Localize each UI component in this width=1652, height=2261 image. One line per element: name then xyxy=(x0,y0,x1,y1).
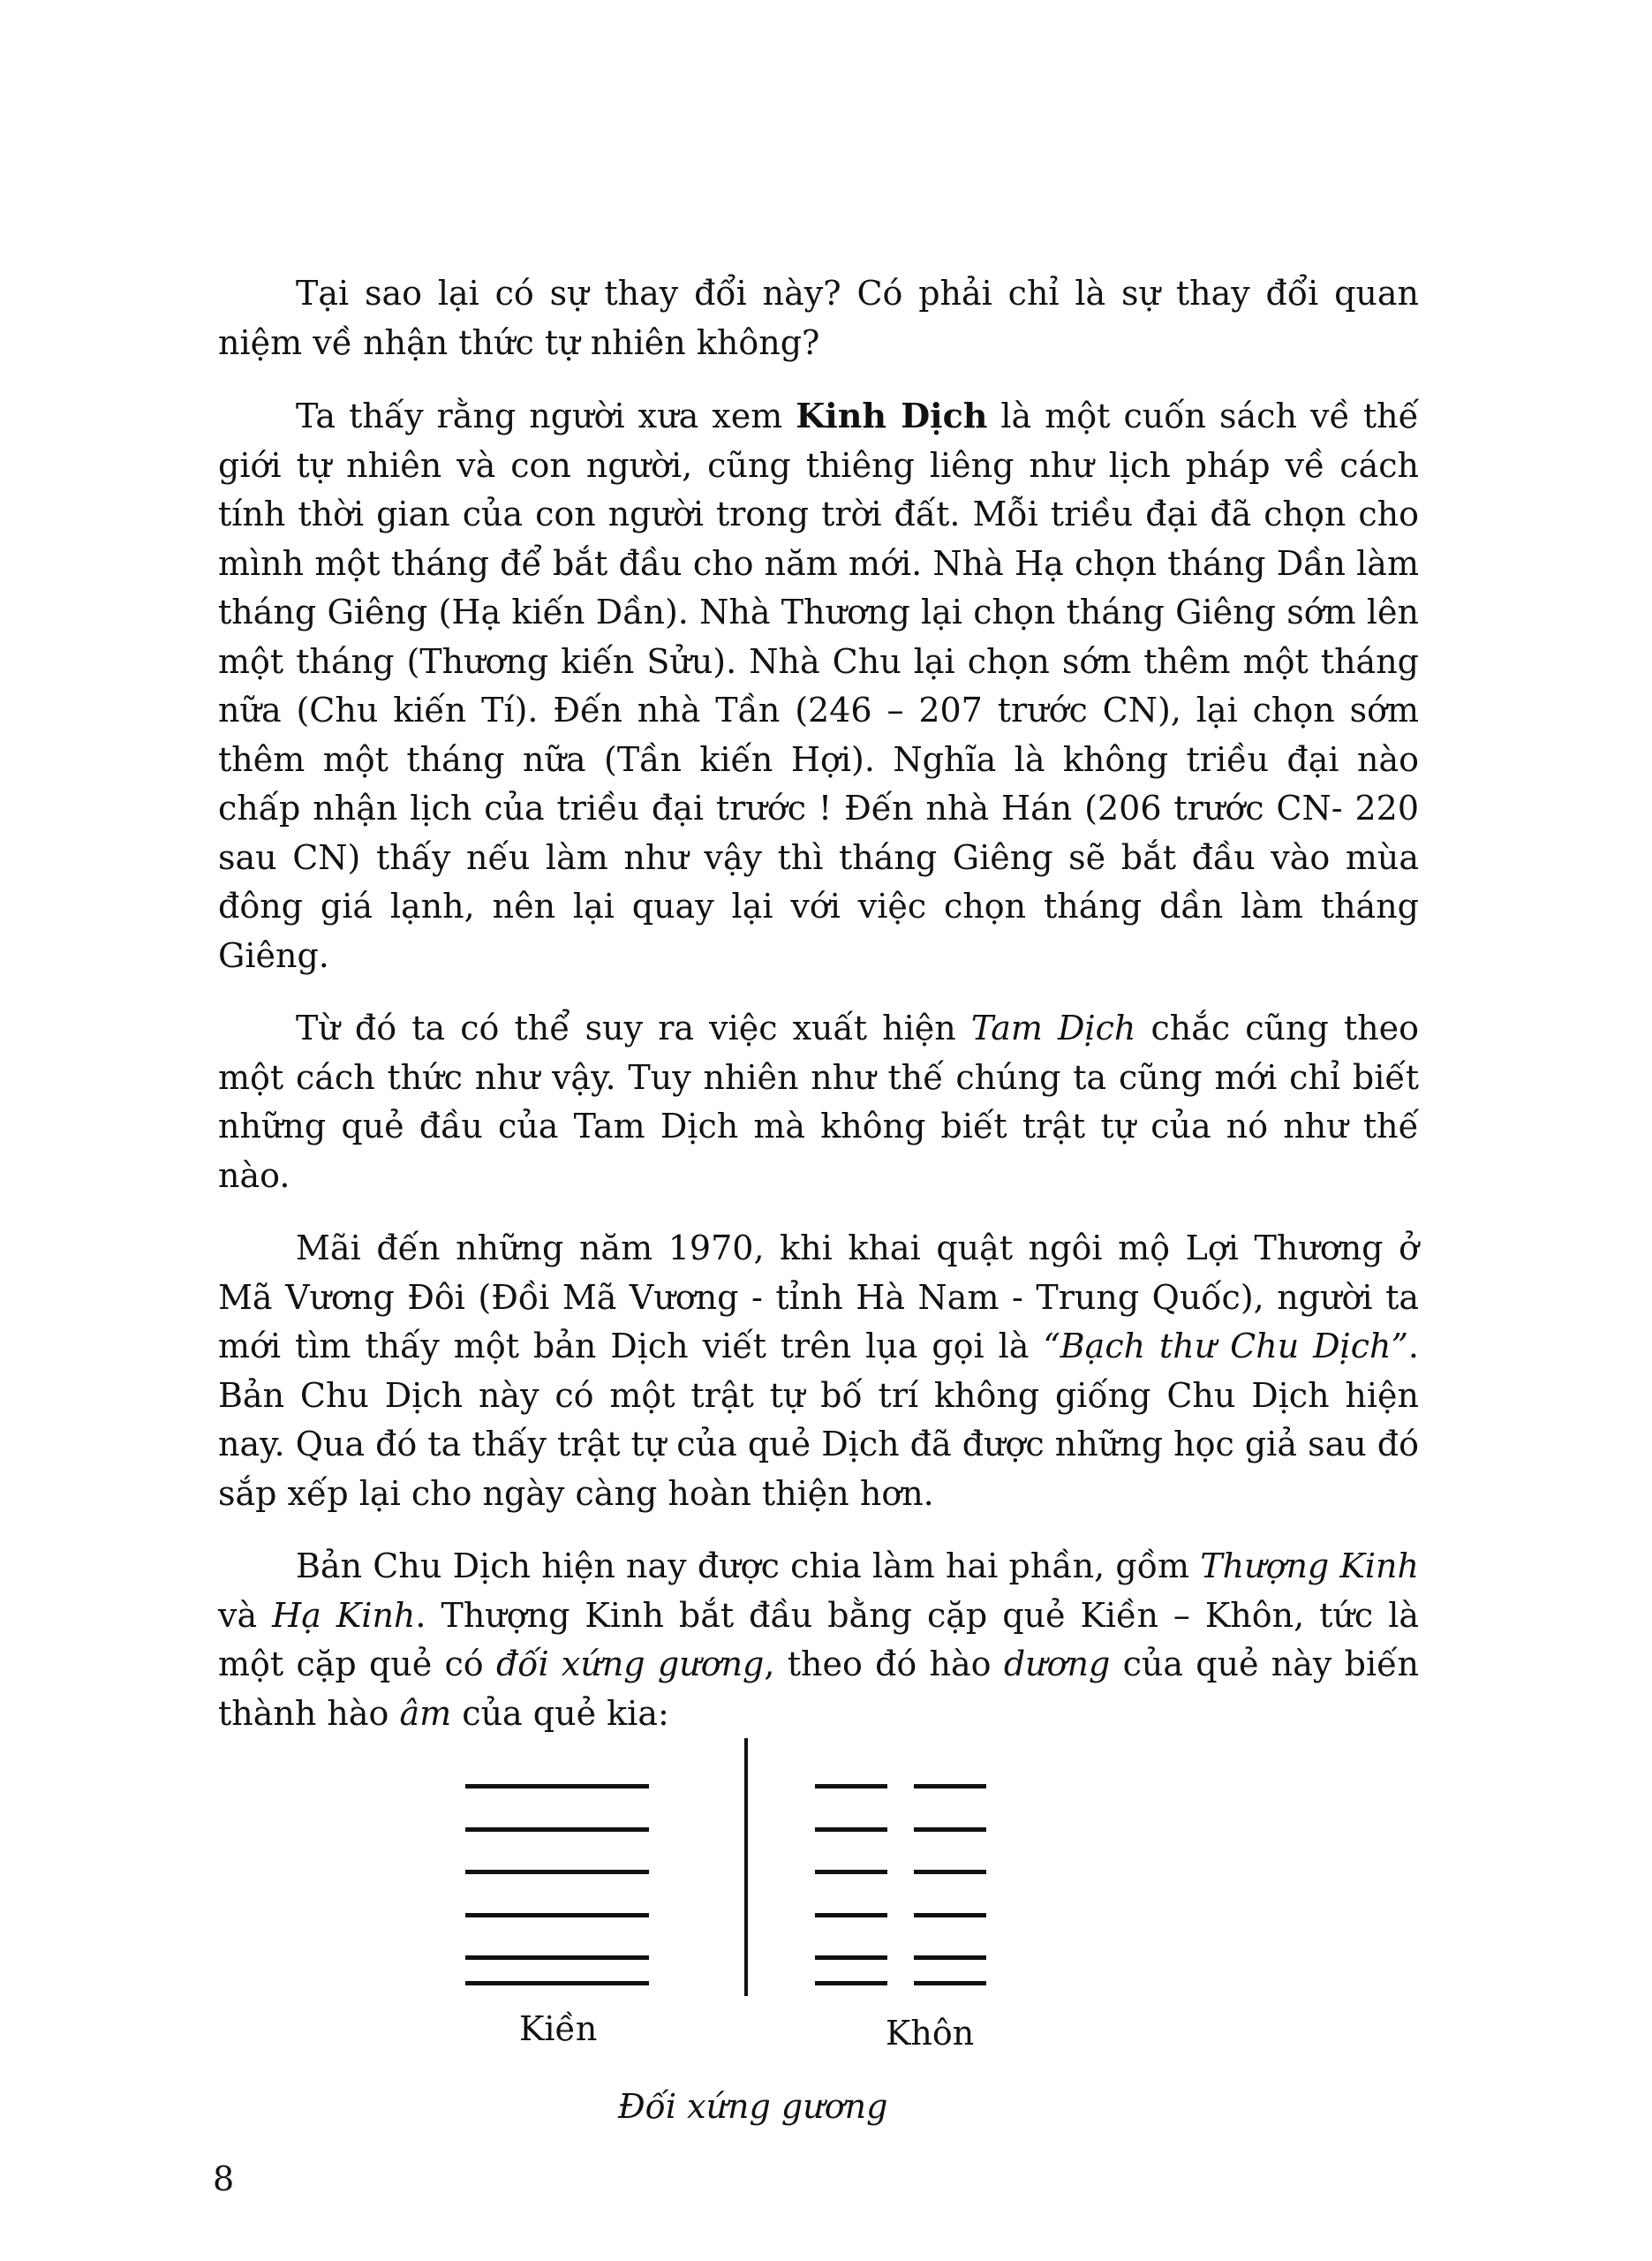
khon-line-4-right xyxy=(914,1913,986,1917)
khon-line-1-right xyxy=(914,1784,986,1788)
paragraph-3-text-a: Từ đó ta có thể suy ra việc xuất hiện xyxy=(296,1009,971,1047)
paragraph-4-text-a: Mãi đến những năm 1970, khi khai quật ngôi mộ Lợi Thương ở Mã Vương Đôi (Đồi Mã Vương - tỉnh Hà Nam - Trung Quốc), người ta mới tìm thấy một bản Dịch viết trên lụa gọi là xyxy=(218,1229,1419,1365)
tam-dich-italic: Tam Dịch xyxy=(970,1009,1136,1047)
figure-divider xyxy=(744,1738,748,1996)
kien-label: Kiền xyxy=(519,2009,598,2048)
khon-line-6-right xyxy=(914,1981,986,1985)
figure-caption: Đối xứng gương xyxy=(618,2087,888,2126)
paragraph-2-text-b: là một cuốn sách về thế giới tự nhiên và con người, cũng thiêng liêng như lịch pháp về cách tính thời gian của con người trong trời đất. Mỗi triều đại đã chọn cho mình một tháng để bắt đầu cho năm mới. Nhà Hạ chọn tháng Dần làm tháng Giêng (Hạ kiến Dần). Nhà Thương lại chọn tháng Giêng sớm lên một tháng (Thương kiến Sửu). Nhà Chu lại chọn sớm thêm một tháng nữa (Chu kiến Tí). Đến nhà Tần (246 – 207 trước CN), lại chọn sớm thêm một tháng nữa (Tần kiến Hợi). Nghĩa là không triều đại nào chấp nhận lịch của triều đại trước ! Đến nhà Hán (206 trước CN- 220 sau CN) thấy nếu làm như vậy thì tháng Giêng sẽ bắt đầu vào mùa đông giá lạnh, nên lại quay lại với việc chọn tháng dần làm tháng Giêng. xyxy=(218,397,1419,975)
ha-kinh-italic: Hạ Kinh xyxy=(272,1595,416,1635)
duong-italic: dương xyxy=(1003,1645,1111,1683)
kien-line-3 xyxy=(465,1870,649,1874)
kien-line-6 xyxy=(465,1981,649,1985)
paragraph-5-text-1: Bản Chu Dịch hiện nay được chia làm hai phần, gồm xyxy=(296,1546,1201,1585)
paragraph-5-text-3: . Thượng Kinh bắt đầu bằng cặp quẻ Kiền – Khôn, tức là một cặp quẻ có xyxy=(218,1595,1419,1683)
kien-line-4 xyxy=(465,1913,649,1917)
khon-line-5-left xyxy=(815,1955,887,1960)
kien-line-5 xyxy=(465,1955,649,1960)
khon-line-4-left xyxy=(815,1913,887,1917)
paragraph-2 xyxy=(218,391,1419,980)
paragraph-5-text-2: và xyxy=(218,1595,273,1635)
paragraph-1-text: Tại sao lại có sự thay đổi này? Có phải chỉ là sự thay đổi quan niệm về nhận thức tự nhiên không? xyxy=(218,274,1419,362)
paragraph-4-text-b: . Bản Chu Dịch này có một trật tự bố trí không giống Chu Dịch hiện nay. Qua đó ta thấy trật tự của quẻ Dịch đã được những học giả sau đó sắp xếp lại cho ngày càng hoàn thiện hơn. xyxy=(218,1327,1419,1513)
paragraph-3-text-b: chắc cũng theo một cách thức như vậy. Tuy nhiên như thế chúng ta cũng mới chỉ biết những quẻ đầu của Tam Dịch mà không biết trật tự của nó như thế nào. xyxy=(218,1009,1419,1195)
paragraph-5 xyxy=(218,1542,1419,1738)
khon-label: Khôn xyxy=(886,2014,975,2053)
khon-line-6-left xyxy=(815,1981,887,1985)
am-italic: âm xyxy=(399,1693,452,1733)
paragraph-5-text-4: , theo đó hào xyxy=(764,1645,1004,1683)
kien-line-1 xyxy=(465,1784,649,1788)
paragraph-5-text-5: của quẻ này biến thành hào xyxy=(218,1645,1419,1733)
khon-line-5-right xyxy=(914,1955,986,1960)
khon-line-2-right xyxy=(914,1827,986,1832)
khon-line-1-left xyxy=(815,1784,887,1788)
khon-line-2-left xyxy=(815,1827,887,1832)
khon-line-3-left xyxy=(815,1870,887,1874)
doi-xung-guong-italic: đối xứng gương xyxy=(495,1645,765,1683)
khon-line-3-right xyxy=(914,1870,986,1874)
thuong-kinh-italic: Thượng Kinh xyxy=(1200,1546,1419,1585)
paragraph-4 xyxy=(218,1224,1419,1518)
kinh-dich-bold: Kinh Dịch xyxy=(796,396,988,435)
paragraph-5-text-6: của quẻ kia: xyxy=(451,1693,669,1733)
body-text xyxy=(218,269,1419,1762)
paragraph-1 xyxy=(218,269,1419,367)
paragraph-3 xyxy=(218,1004,1419,1200)
bach-thu-chu-dich-italic: “Bạch thư Chu Dịch” xyxy=(1043,1327,1408,1365)
page-number: 8 xyxy=(213,2159,235,2198)
paragraph-2-text-a: Ta thấy rằng người xưa xem xyxy=(296,397,796,435)
kien-line-2 xyxy=(465,1827,649,1832)
hexagram-figure xyxy=(424,1738,1042,2003)
